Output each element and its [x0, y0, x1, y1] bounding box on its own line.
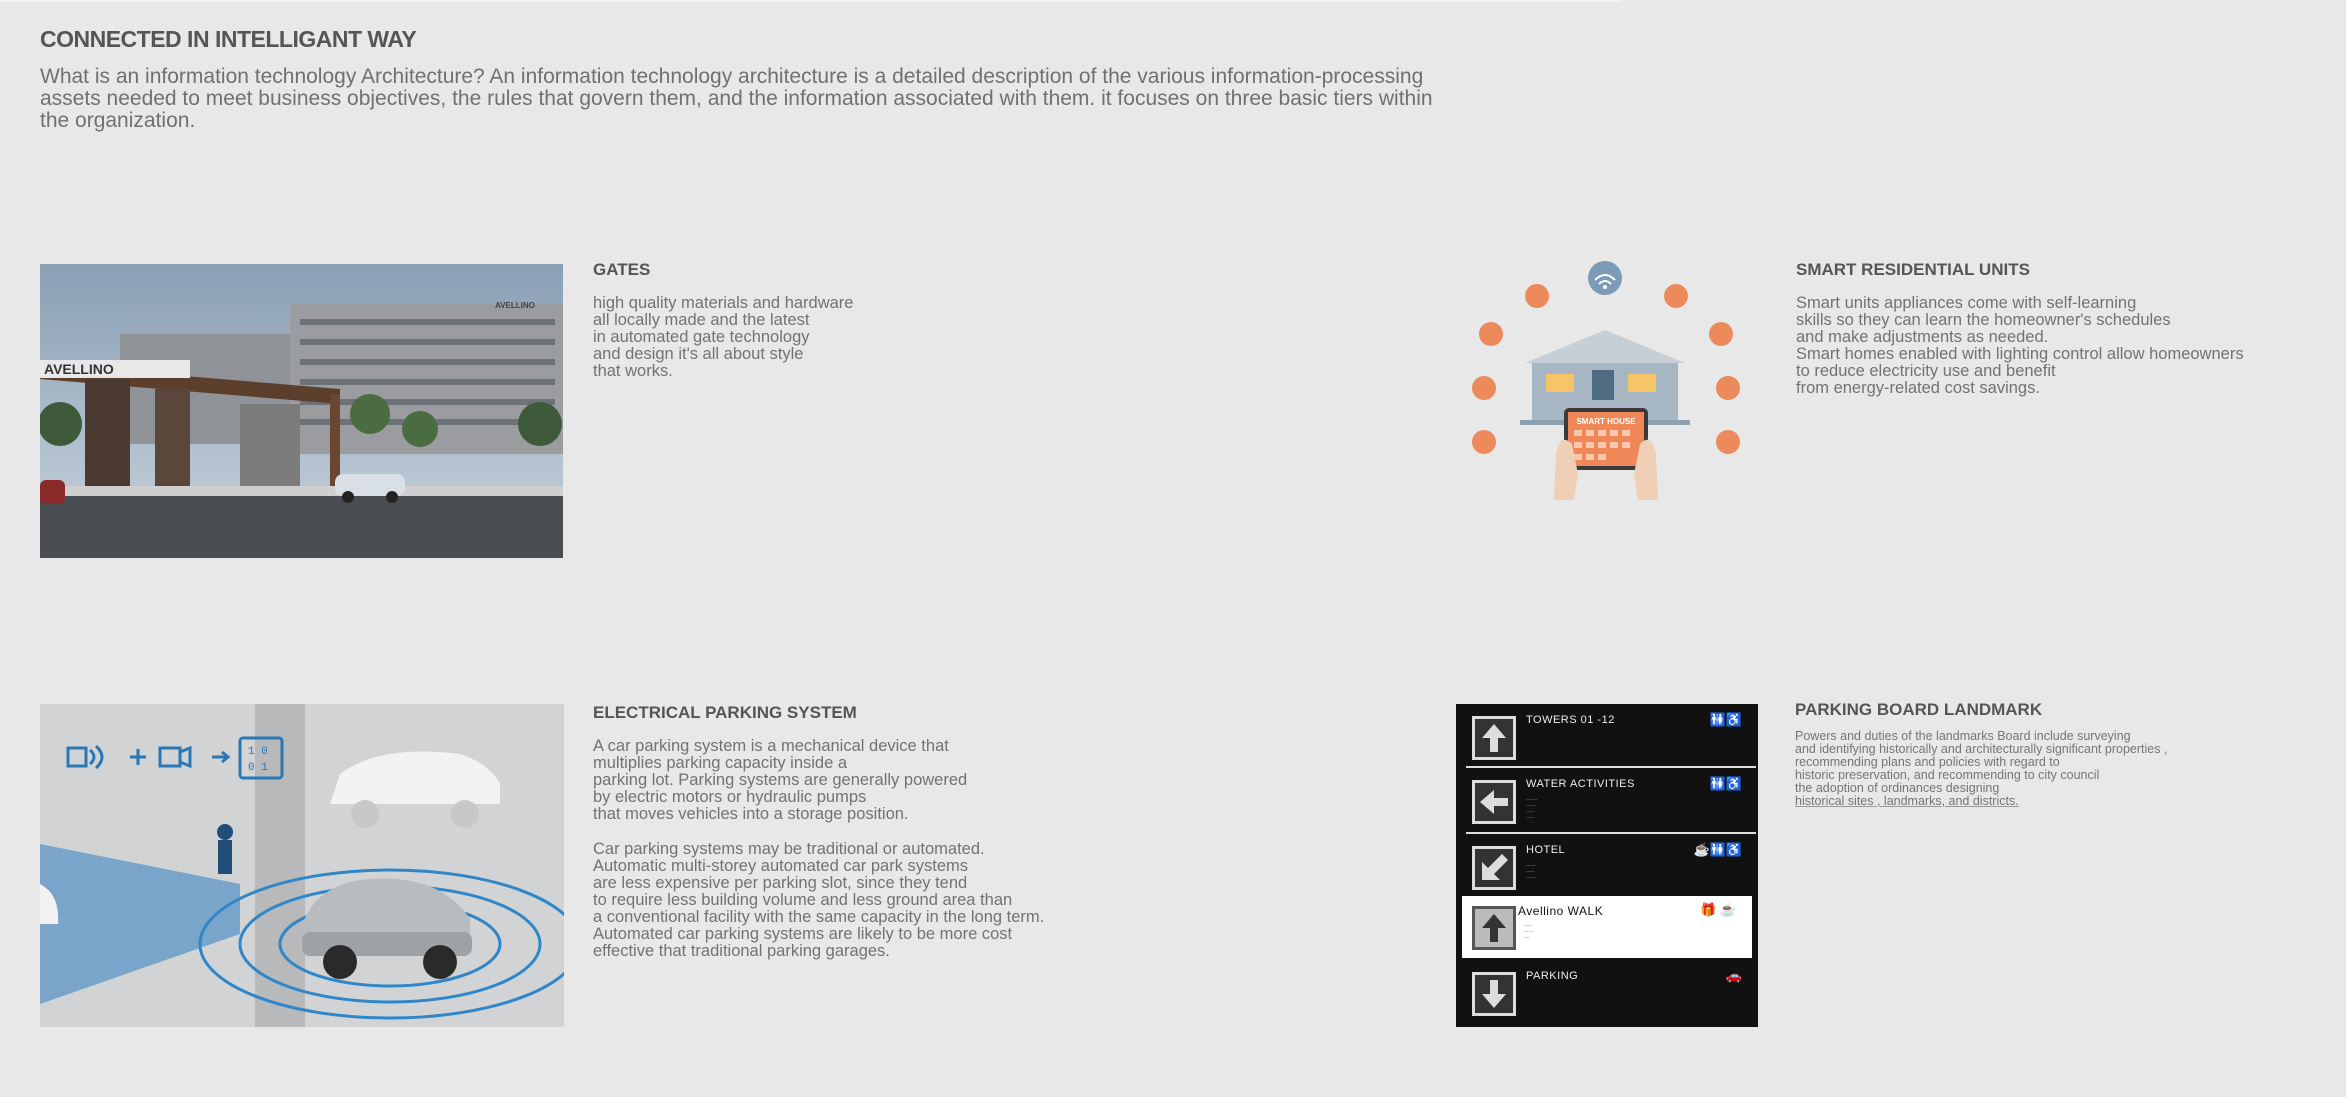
page-title: CONNECTED IN INTELLIGANT WAY — [40, 26, 417, 52]
gates-title: GATES — [593, 260, 651, 279]
board-sublabel: ...... ....... .... — [1524, 922, 1534, 940]
board-label: PARKING — [1526, 970, 1579, 982]
board-row-parking — [1456, 962, 1758, 1024]
board-title: PARKING BOARD LANDMARK — [1795, 700, 2043, 719]
smart-title: SMART RESIDENTIAL UNITS — [1796, 260, 2030, 279]
board-sublabel: ....... ...... ....... — [1526, 862, 1536, 880]
arrow-down-left-icon — [1472, 846, 1516, 890]
board-label: HOTEL — [1526, 844, 1566, 856]
arrow-down-icon — [1472, 972, 1516, 1016]
intro-paragraph: What is an information technology Architecture? An information technology architecture is a detailed description of the various information-processing assets needed to meet business objectives, the rules that govern them, and the information associated with them. it focuses on three basic tiers within the organization. — [40, 65, 1433, 132]
board-sublabel: ........ ....... ...... ...... — [1526, 796, 1538, 820]
arrow-left-icon — [1472, 780, 1516, 824]
board-label: WATER ACTIVITIES — [1526, 778, 1635, 790]
board-label: Avellino WALK — [1518, 904, 1604, 918]
board-row-towers — [1456, 706, 1758, 768]
gate-sign-small: AVELLINO — [495, 301, 535, 310]
tablet-label: SMART HOUSE — [1576, 417, 1636, 426]
parking-diagram-code: 1 0 — [248, 746, 268, 758]
arrow-up-icon — [1472, 906, 1516, 950]
top-strip — [0, 0, 1622, 2]
parking-image — [40, 704, 564, 1027]
cafe-restroom-icon: ☕🚻♿ — [1693, 842, 1742, 857]
gift-cafe-icon: 🎁 ☕ — [1700, 902, 1736, 917]
board-body-last: historical sites , landmarks, and districts. — [1795, 794, 2019, 808]
parking-body-1: A car parking system is a mechanical device that multiplies parking capacity inside a parking lot. Parking systems are generally powered by electric motors or hydraulic pumps that moves vehicles into a storage position. — [593, 737, 968, 823]
gates-image — [40, 264, 563, 558]
parking-body-2: Car parking systems may be traditional or automated. Automatic multi-storey automated car park systems are less expensive per parking slot, since they tend to require less building volume and less ground area than a conventional facility with the same capacity in the long term. Automated car parking systems are likely to be more cost effective that traditional parking garages. — [593, 840, 1045, 960]
arrow-up-icon — [1472, 716, 1516, 760]
gates-body: high quality materials and hardware all locally made and the latest in automated gate technology and design it's all about style that works. — [593, 294, 854, 380]
smart-house-illustration — [1460, 258, 1750, 500]
gate-sign-text: AVELLINO — [44, 361, 114, 377]
board-divider — [1466, 766, 1756, 768]
board-row-walk — [1462, 896, 1752, 958]
parking-board-sign — [1456, 704, 1758, 1027]
smart-body: Smart units appliances come with self-learning skills so they can learn the homeowner's schedules and make adjustments as needed. Smart homes enabled with lighting control allow homeowners to reduce electricity use and benefit from energy-related cost savings. — [1796, 294, 2244, 397]
board-label: TOWERS 01 -12 — [1526, 714, 1615, 726]
restroom-accessible-icon: 🚻♿ — [1709, 712, 1742, 727]
restroom-accessible-icon: 🚻♿ — [1709, 776, 1742, 791]
parking-diagram-code-2: 0 1 — [248, 762, 268, 774]
car-icon: 🚗 — [1725, 968, 1742, 983]
board-divider — [1466, 832, 1756, 834]
board-body: Powers and duties of the landmarks Board include surveying and identifying historically and architecturally significant properties , recommending plans and policies with regard to historic preservation, and recommending to city council the adoption of ordinances designing — [1795, 729, 2168, 795]
parking-title: ELECTRICAL PARKING SYSTEM — [593, 703, 857, 722]
board-row-water — [1456, 770, 1758, 832]
board-row-hotel — [1456, 836, 1758, 898]
